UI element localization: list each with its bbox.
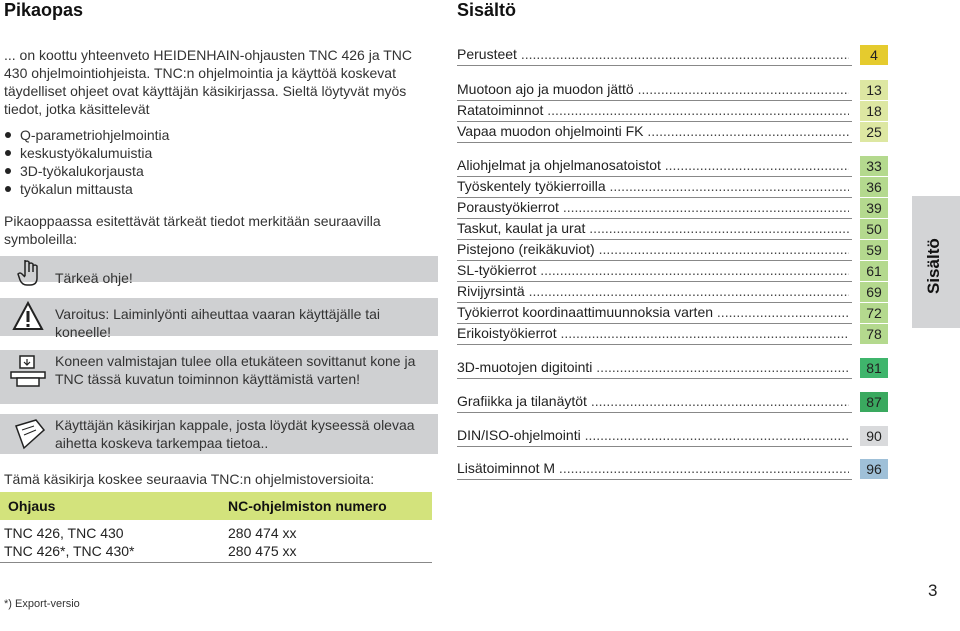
toc-label: Grafiikka ja tilanäytöt ..... xyxy=(457,393,849,409)
note-warning-text: Varoitus: Laiminlyönti aiheuttaa vaaran käyttäjälle tai koneelle! xyxy=(55,306,381,340)
toc-underline xyxy=(457,142,852,143)
note-machine-text: Koneen valmistajan tulee olla etukäteen sovittanut kone ja TNC tässä kuvatun toiminnon käyttämistä varten! xyxy=(55,353,416,387)
toc-page-number: 87 xyxy=(860,392,888,412)
toc-row[interactable] xyxy=(457,45,887,65)
toc-underline xyxy=(457,412,852,413)
toc-page-number: 50 xyxy=(860,219,888,239)
toc-row[interactable] xyxy=(457,219,887,239)
toc-page-number: 25 xyxy=(860,122,888,142)
toc-row[interactable] xyxy=(457,198,887,218)
toc-title: Sisältö xyxy=(457,0,517,20)
toc-underline xyxy=(457,65,852,66)
footnote: *) Export-versio xyxy=(4,598,80,610)
table-cell: 280 475 xx xyxy=(228,543,297,559)
toc-row[interactable] xyxy=(457,282,887,302)
machine-tool-icon xyxy=(8,354,48,388)
table-bottom-rule xyxy=(0,562,432,563)
toc-row[interactable] xyxy=(457,392,887,412)
toc-underline xyxy=(457,479,852,480)
page-number: 3 xyxy=(928,581,938,600)
intro-paragraph: ... on koottu yhteenveto HEIDENHAIN-ohjausten TNC 426 ja TNC 430 ohjelmointiohjeista. TNC:n ohjelmointia ja käyttöä koskevat täydelliset ohjeet ovat käyttäjän käsikirjassa. Sieltä löytyvät myös tiedot, jotka käsittelevät xyxy=(4,47,413,117)
toc-row[interactable] xyxy=(457,324,887,344)
toc-label: Lisätoiminnot M ..... xyxy=(457,460,849,476)
side-tab xyxy=(912,196,960,328)
warning-triangle-icon xyxy=(12,300,44,332)
list-item: Q-parametriohjelmointia xyxy=(4,126,404,144)
toc-label: Ratatoiminnot ..... xyxy=(457,102,849,118)
toc-label: Perusteet ..... xyxy=(457,46,849,62)
toc-row[interactable] xyxy=(457,101,887,121)
table-header-control: Ohjaus xyxy=(8,498,56,514)
toc-page-number: 69 xyxy=(860,282,888,302)
table-header-nc-number: NC-ohjelmiston numero xyxy=(228,498,387,514)
table-cell: 280 474 xx xyxy=(228,525,297,541)
toc-label: 3D-muotojen digitointi ..... xyxy=(457,359,849,375)
toc-label: Pistejono (reikäkuviot) ..... xyxy=(457,241,849,257)
toc-underline xyxy=(457,378,852,379)
versions-table-header xyxy=(0,492,432,520)
toc-page-number: 72 xyxy=(860,303,888,323)
toc-row[interactable] xyxy=(457,261,887,281)
toc-row[interactable] xyxy=(457,156,887,176)
list-item: 3D-työkalukorjausta xyxy=(4,162,404,180)
toc-row[interactable] xyxy=(457,80,887,100)
toc-page-number: 81 xyxy=(860,358,888,378)
toc-row[interactable] xyxy=(457,426,887,446)
toc-page-number: 39 xyxy=(860,198,888,218)
note-manual-text: Käyttäjän käsikirjan kappale, josta löydät kyseessä olevaa aihetta koskeva tarkempaa tietoa.. xyxy=(55,417,415,451)
toc-row[interactable] xyxy=(457,358,887,378)
toc-page-number: 33 xyxy=(860,156,888,176)
toc-page-number: 18 xyxy=(860,101,888,121)
symbols-intro: Pikaoppaassa esitettävät tärkeät tiedot merkitään seuraavilla symboleilla: xyxy=(4,213,381,247)
table-cell: TNC 426, TNC 430 xyxy=(4,525,124,541)
toc-label: Muotoon ajo ja muodon jättö ..... xyxy=(457,81,849,97)
table-cell: TNC 426*, TNC 430* xyxy=(4,543,135,559)
toc-label: DIN/ISO-ohjelmointi ..... xyxy=(457,427,849,443)
toc-label: Erikoistyökierrot ..... xyxy=(457,325,849,341)
toc-row[interactable] xyxy=(457,122,887,142)
toc-label: Rivijyrsintä ..... xyxy=(457,283,849,299)
topic-list xyxy=(4,126,404,198)
toc-label: Työskentely työkierroilla ..... xyxy=(457,178,849,194)
toc-label: Poraustyökierrot ..... xyxy=(457,199,849,215)
toc-label: SL-työkierrot ..... xyxy=(457,262,849,278)
page-title: Pikaopas xyxy=(4,0,84,20)
toc-label: Aliohjelmat ja ohjelmanosatoistot ..... xyxy=(457,157,849,173)
toc-page-number: 4 xyxy=(860,45,888,65)
list-item: keskustyökalumuistia xyxy=(4,144,404,162)
manual-book-icon xyxy=(12,416,48,452)
toc-row[interactable] xyxy=(457,303,887,323)
versions-intro: Tämä käsikirja koskee seuraavia TNC:n ohjelmistoversioita: xyxy=(4,471,375,487)
toc-row[interactable] xyxy=(457,459,887,479)
toc-page-number: 59 xyxy=(860,240,888,260)
toc-underline xyxy=(457,344,852,345)
toc-label: Vapaa muodon ohjelmointi FK ..... xyxy=(457,123,849,139)
side-tab-label: Sisältö xyxy=(924,238,943,294)
toc-label: Työkierrot koordinaattimuunnoksia varten ..... xyxy=(457,304,849,320)
toc-page-number: 96 xyxy=(860,459,888,479)
toc-page-number: 61 xyxy=(860,261,888,281)
toc-underline xyxy=(457,446,852,447)
toc-page-number: 78 xyxy=(860,324,888,344)
toc-row[interactable] xyxy=(457,240,887,260)
list-item: työkalun mittausta xyxy=(4,180,404,198)
toc-page-number: 36 xyxy=(860,177,888,197)
hand-pointing-icon xyxy=(16,258,42,288)
toc-label: Taskut, kaulat ja urat ..... xyxy=(457,220,849,236)
note-important-text: Tärkeä ohje! xyxy=(55,270,133,286)
toc-page-number: 13 xyxy=(860,80,888,100)
toc-page-number: 90 xyxy=(860,426,888,446)
toc-row[interactable] xyxy=(457,177,887,197)
